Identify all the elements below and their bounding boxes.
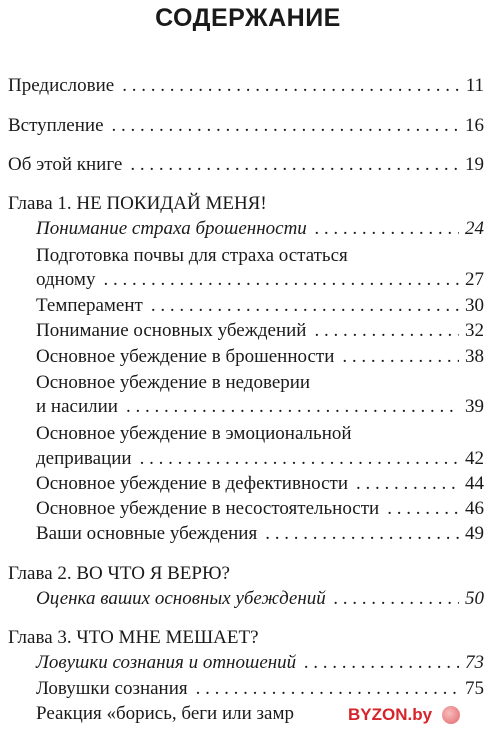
toc-entry-title: Понимание страха брошенности (36, 218, 307, 239)
toc-dot-leader (112, 114, 459, 138)
toc-page-number: 50 (465, 588, 484, 609)
watermark (338, 700, 496, 730)
toc-entry-title: и насилии (36, 396, 118, 417)
toc-entry-title-line: Основное убеждение в эмоциональной (36, 423, 352, 444)
toc-page-number: 24 (465, 218, 484, 239)
toc-entry-title-line: Основное убеждение в недоверии (36, 372, 311, 393)
toc-entry (36, 677, 484, 701)
watermark-text: BYZON.by (348, 705, 433, 724)
toc-dot-leader (265, 522, 459, 546)
toc-page-number: 75 (465, 678, 484, 699)
toc-page-number: 46 (465, 498, 484, 519)
toc-entry (36, 345, 484, 369)
toc-heading: СОДЕРЖАНИЕ (155, 4, 341, 32)
toc-dot-leader (304, 651, 459, 675)
chapter-heading: Глава 1. НЕ ПОКИДАЙ МЕНЯ! (8, 193, 267, 214)
toc-dot-leader (130, 153, 459, 177)
toc-entry (36, 294, 484, 318)
toc-entry (36, 268, 484, 292)
toc-page-number: 44 (465, 473, 484, 494)
chapter-heading: Глава 3. ЧТО МНЕ МЕШАЕТ? (8, 627, 259, 648)
toc-dot-leader (103, 268, 459, 292)
toc-entry-title: одному (36, 269, 96, 290)
toc-entry (36, 217, 484, 241)
toc-entry-title-line: Реакция «борись, беги или замр (36, 703, 294, 724)
toc-entry-title-line: Подготовка почвы для страха остаться (36, 245, 348, 266)
toc-entry (36, 447, 484, 471)
toc-page-number: 39 (465, 396, 484, 417)
chapter-heading: Глава 2. ВО ЧТО Я ВЕРЮ? (8, 563, 230, 584)
toc-dot-leader (387, 497, 459, 521)
toc-entry (36, 587, 484, 611)
toc-entry (36, 522, 484, 546)
toc-dot-leader (334, 587, 459, 611)
toc-entry-title: Оценка ваших основных убеждений (36, 588, 326, 609)
toc-dot-leader (342, 345, 459, 369)
toc-dot-leader (140, 447, 459, 471)
toc-dot-leader (151, 294, 459, 318)
toc-entry-title: Темперамент (36, 295, 143, 316)
toc-entry (36, 651, 484, 675)
toc-dot-leader (126, 395, 459, 419)
toc-entry (36, 395, 484, 419)
toc-entry-title: Основное убеждение в дефективности (36, 473, 348, 494)
toc-page-number: 30 (465, 295, 484, 316)
toc-dot-leader (315, 217, 459, 241)
toc-entry-title: Предисловие (8, 75, 115, 96)
toc-page-number: 32 (465, 320, 484, 341)
toc-entry-title: Об этой книге (8, 154, 123, 175)
toc-entry (8, 74, 484, 98)
toc-page-number: 11 (465, 75, 484, 96)
toc-page-number: 38 (465, 346, 484, 367)
toc-entry (8, 153, 484, 177)
toc-entry-title: депривации (36, 448, 132, 469)
toc-page-number: 42 (465, 448, 484, 469)
toc-page-number: 73 (465, 652, 484, 673)
toc-entry-title: Ловушки сознания и отношений (36, 652, 297, 673)
toc-page-number: 27 (465, 269, 484, 290)
toc-dot-leader (196, 677, 459, 701)
toc-page-number: 16 (465, 115, 484, 136)
toc-dot-leader (314, 319, 459, 343)
toc-page-number: 49 (465, 523, 484, 544)
toc-entry-title: Основное убеждение в брошенности (36, 346, 335, 367)
toc-entry (36, 497, 484, 521)
toc-dot-leader (356, 472, 459, 496)
toc-page-number: 19 (465, 154, 484, 175)
toc-entry (36, 319, 484, 343)
toc-entry-title: Ловушки сознания (36, 678, 188, 699)
toc-entry-title: Ваши основные убеждения (36, 523, 258, 544)
toc-entry-title: Основное убеждение в несостоятельности (36, 498, 380, 519)
toc-entry (36, 472, 484, 496)
toc-dot-leader (122, 74, 459, 98)
watermark-logo-icon (442, 706, 460, 724)
toc-entry-title: Вступление (8, 115, 104, 136)
toc-entry-title: Понимание основных убеждений (36, 320, 307, 341)
toc-entry (8, 114, 484, 138)
